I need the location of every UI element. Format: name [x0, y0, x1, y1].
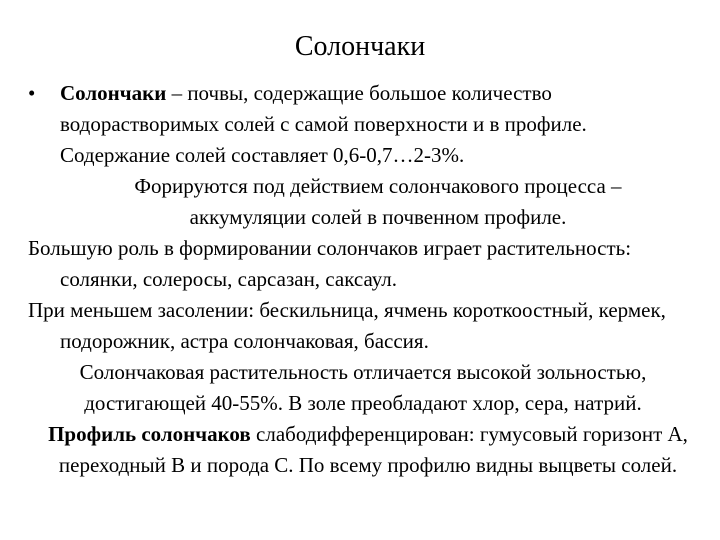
slide-title: Солончаки — [294, 31, 426, 62]
ash-paragraph: Солончаковая растительность отличается высокой зольностью, достигающей 40-55%. В золе преобладают хлор, сера, натрий. — [79, 360, 647, 415]
profile-term: Профиль солончаков — [48, 422, 251, 446]
profile-paragraph — [28, 419, 698, 481]
intro-term: Солончаки — [60, 81, 167, 105]
intro-paragraph — [28, 78, 698, 171]
intro-text: – почвы, содержащие большое количество водорастворимых солей с самой поверхности и в профиле. Содержание солей составляет 0,6-0,7…2-3%. — [60, 81, 587, 167]
bullet-icon: • — [28, 81, 36, 105]
formation-paragraph: Форируются под действием солончакового процесса – аккумуляции солей в почвенном профиле. — [134, 174, 622, 229]
low-salinity-paragraph: При меньшем засолении: бескильница, ячмень короткоостный, кермек, подорожник, астра солончаковая, бассия. — [28, 298, 666, 353]
vegetation-paragraph: Большую роль в формировании солончаков играет растительность: солянки, солеросы, сарсазан, саксаул. — [28, 236, 632, 291]
profile-text: слабодифференцирован: гумусовый горизонт А, переходный В и порода С. По всему профилю видны выцветы солей. — [58, 422, 688, 477]
slide-body — [28, 78, 698, 481]
